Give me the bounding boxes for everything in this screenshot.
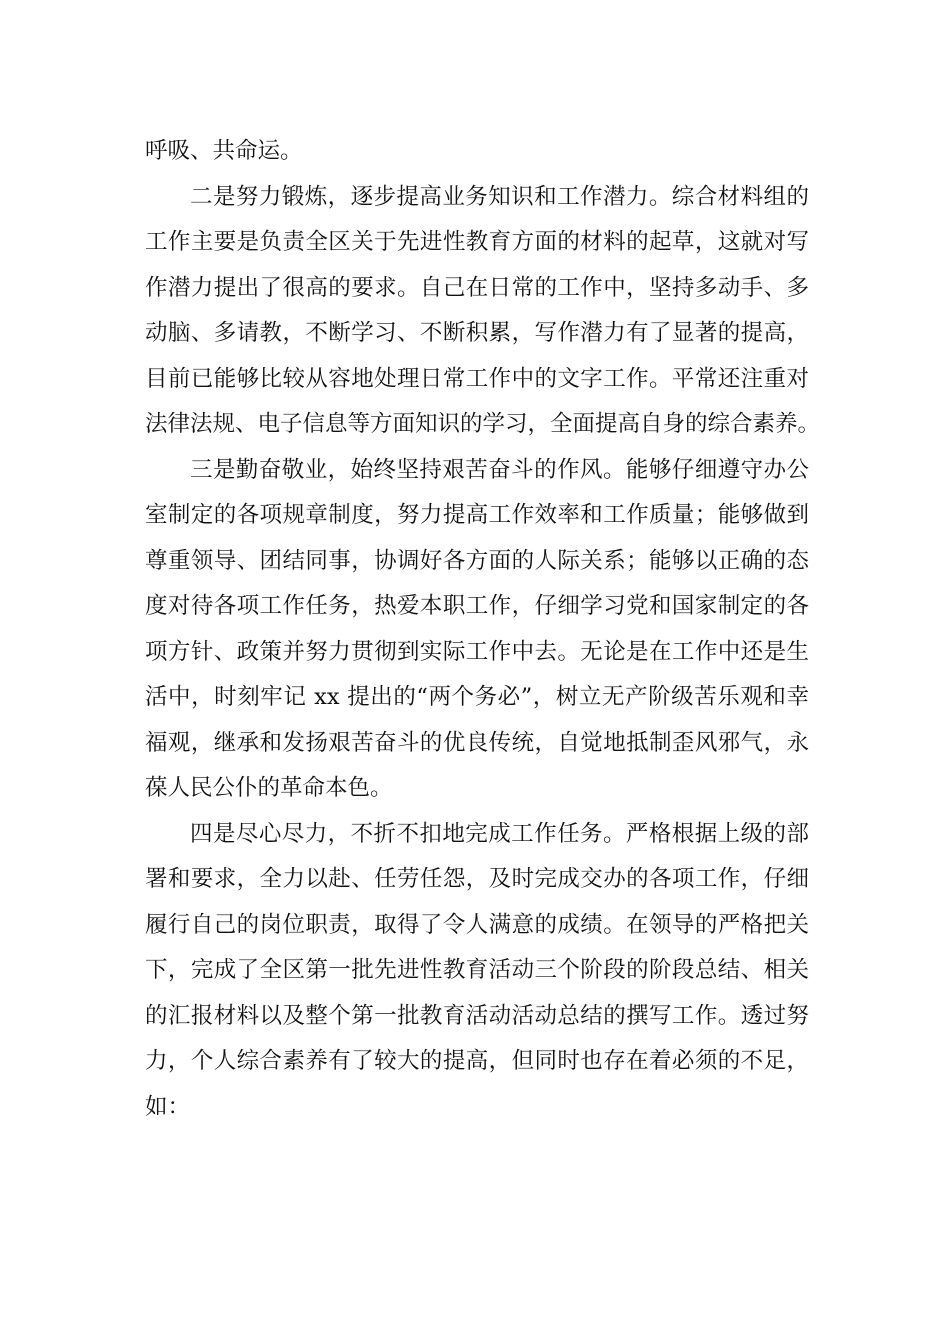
text-line: 的汇报材料以及整个第一批教育活动活动总结的撰写工作。透过努 [145,1002,809,1029]
text-line: 三是勤奋敬业，始终坚持艰苦奋斗的作风。能够仔细遵守办公 [190,456,809,483]
text-line: 福观，继承和发扬艰苦奋斗的优良传统，自觉地抵制歪风邪气，永 [145,729,809,756]
text-line: 二是努力锻炼，逐步提高业务知识和工作潜力。综合材料组的 [190,183,809,210]
text-line: 目前已能够比较从容地处理日常工作中的文字工作。平常还注重对 [145,365,809,392]
text-line: 四是尽心尽力，不折不扣地完成工作任务。严格根据上级的部 [190,820,809,847]
text-line: 葆人民公仆的革命本色。 [145,775,393,801]
text-line: 动脑、多请教，不断学习、不断积累，写作潜力有了显著的提高， [145,320,809,346]
text-line: 呼吸、共命运。 [145,138,303,164]
text-line: 作潜力提出了很高的要求。自己在日常的工作中，坚持多动手、多 [145,274,809,301]
text-line: 活中，时刻牢记 xx 提出的“两个务必”，树立无产阶级苦乐观和幸 [145,684,809,710]
text-line: 尊重领导、团结同事，协调好各方面的人际关系；能够以正确的态 [145,547,809,574]
text-line: 项方针、政策并努力贯彻到实际工作中去。无论是在工作中还是生 [145,638,809,665]
text-line: 室制定的各项规章制度，努力提高工作效率和工作质量；能够做到 [145,502,809,528]
text-line: 下，完成了全区第一批先进性教育活动三个阶段的阶段总结、相关 [145,957,809,983]
text-line: 署和要求，全力以赴、任劳任怨，及时完成交办的各项工作，仔细 [145,866,809,892]
text-line: 如： [145,1093,191,1120]
text-line: 法律法规、电子信息等方面知识的学习，全面提高自身的综合素养。 [145,411,821,437]
text-line: 度对待各项工作任务，热爱本职工作，仔细学习党和国家制定的各 [145,593,809,619]
text-line: 力，个人综合素养有了较大的提高，但同时也存在着必须的不足， [145,1048,809,1074]
document-body [145,129,821,1130]
text-line: 工作主要是负责全区关于先进性教育方面的材料的起草，这就对写 [145,229,809,255]
text-line: 履行自己的岗位职责，取得了令人满意的成绩。在领导的严格把关 [145,911,809,938]
